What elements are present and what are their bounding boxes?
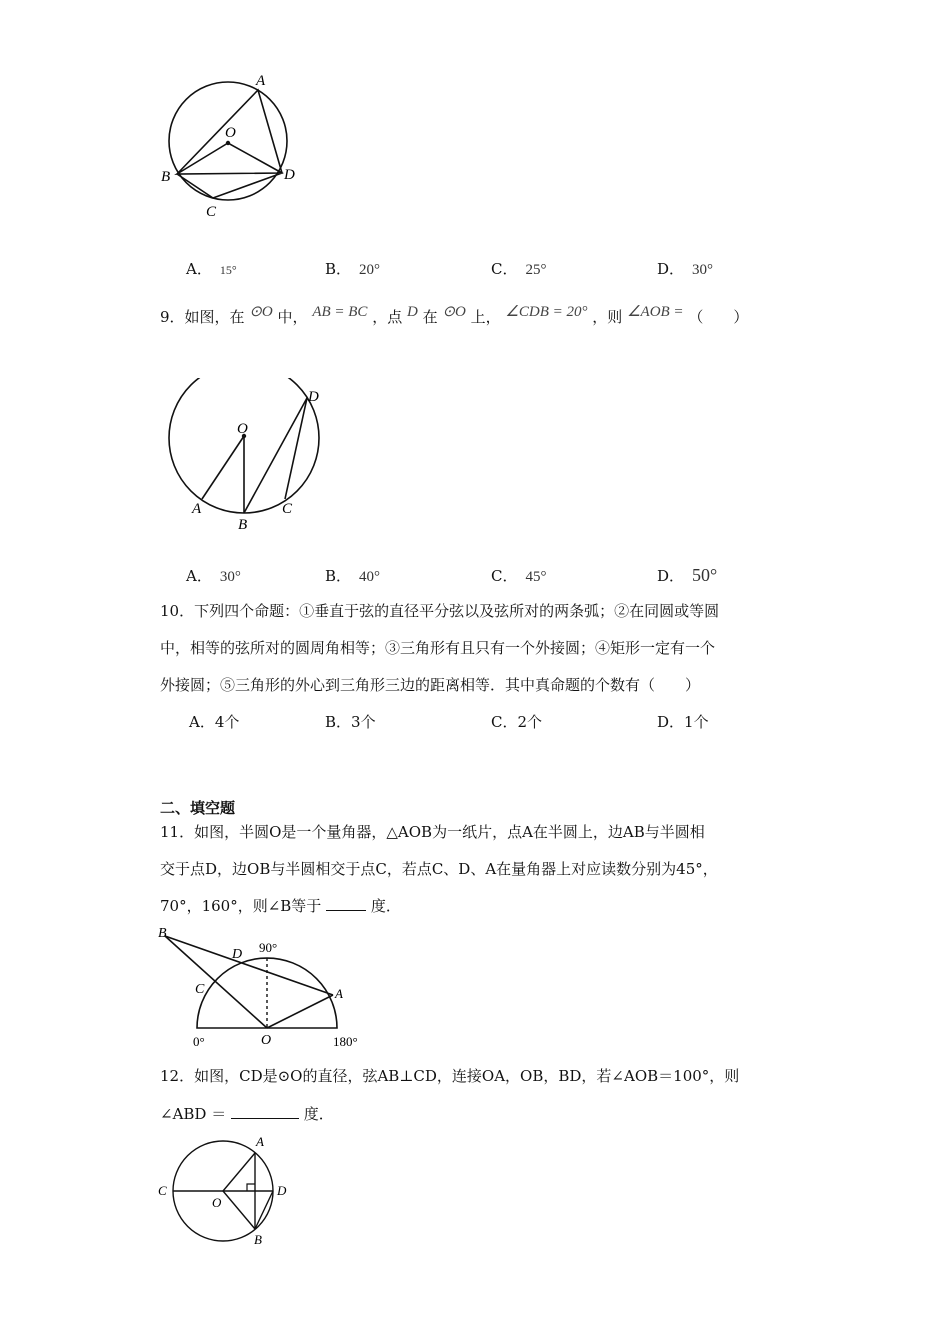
q10-option-b-letter: B． [325,713,352,731]
q12-line-oa [223,1153,255,1191]
q10-option-a-letter: A． [189,713,215,731]
q10-line-2: 中，相等的弦所对的圆周角相等；③三角形有且只有一个外接圆；④矩形一定有一个 [160,639,716,657]
figure-q8 [155,65,315,225]
q8-option-a-letter: A． [186,260,212,278]
q8-option-b-value: 20° [359,262,381,278]
q8-option-c-letter: C． [491,260,518,278]
q10-option-b [325,711,376,732]
q12-label-C: C [158,1183,167,1198]
q8-option-c-value: 25° [525,262,547,278]
q8-label-C: C [206,204,217,220]
q8-option-b-letter: B． [325,260,352,278]
q9-text-4: 在 [422,308,438,326]
q9-text-6: ，则 [592,308,623,326]
q9-text-5: 上， [470,308,501,326]
q11-line-3 [160,896,401,916]
q9-option-c-letter: C． [491,567,518,585]
figure-q12 [155,1132,300,1252]
q9-option-a [186,565,241,586]
q9-line-oa [202,436,244,499]
q10-option-a [189,711,239,732]
q8-option-a-value: 15° [219,263,237,277]
q9-text-7: （ ） [688,308,749,326]
q10-option-d-letter: D． [657,713,685,731]
q11-line-2: 交于点D，边OB与半圆相交于点C，若点C、D、A在量角器上对应读数分别为45°， [160,860,718,878]
q9-option-b [325,565,380,586]
q9-option-b-value: 40° [359,569,381,585]
q9-label-C: C [282,501,293,517]
q11-line-3-text: 70°，160°，则∠B等于 [160,897,322,915]
q12-line-bd [255,1191,273,1229]
figure-q9 [160,378,335,538]
q11-line-1: 11．如图，半圆O是一个量角器，△AOB为一纸片，点A在半圆上，边AB与半圆相 [160,823,705,841]
q9-math-circle-o-2: ⊙O [442,304,466,320]
q12-label-A: A [256,1134,264,1149]
q9-option-b-letter: B． [325,567,352,585]
q9-label-B: B [238,517,248,533]
q10-option-c [491,711,542,732]
q10-line-1: 10．下列四个命题：①垂直于弦的直径平分弦以及弦所对的两条弧；②在同圆或等圆 [160,602,720,620]
q12-label-D: D [277,1183,287,1198]
figure-q11 [155,922,375,1050]
q9-text-3: ，点 [372,308,403,326]
q11-label-B: B [158,926,167,941]
q9-math-circle-o: ⊙O [249,304,273,320]
q10-option-b-value: 3个 [351,713,376,731]
q8-label-D: D [284,167,295,183]
q9-option-d [657,565,717,586]
q12-line-2-suffix: 度． [303,1105,334,1123]
q9-label-A: A [192,501,202,517]
q9-label-O: O [237,421,248,437]
q9-line-bd [244,398,307,513]
q10-option-d-value: 1个 [684,713,709,731]
q8-option-b [325,258,380,279]
q9-label-D: D [308,389,319,405]
q9-math-angle-cdb: ∠CDB = 20° [505,304,588,320]
q8-option-a [186,258,237,279]
q12-line-1: 12．如图，CD是⊙O的直径，弦AB⊥CD，连接OA，OB，BD，若∠AOB＝100°，则 [160,1067,740,1085]
q8-option-d [657,258,713,279]
q11-label-180: 180° [333,1034,358,1049]
q8-label-B: B [161,169,171,185]
q12-line-2-text: ∠ABD ＝ [160,1105,227,1123]
q8-label-A: A [256,73,266,89]
q10-option-c-value: 2个 [517,713,543,731]
q8-option-d-letter: D． [657,260,685,278]
q10-option-c-letter: C． [491,713,518,731]
q12-line-2 [160,1104,334,1124]
q12-line-ob [223,1191,255,1229]
q9-text-2: 中， [277,308,308,326]
q9-stem [160,304,749,328]
q10-option-a-value: 4个 [214,713,240,731]
q11-line-3-suffix: 度． [370,897,401,915]
q11-label-A: A [335,986,343,1001]
q12-answer-blank[interactable] [231,1104,299,1119]
q8-center-dot [226,141,230,145]
q11-label-0: 0° [193,1034,205,1049]
q12-label-B: B [254,1232,262,1247]
section-heading-fill-in: 二、填空题 [160,799,236,817]
q11-answer-blank[interactable] [326,896,366,911]
q11-label-O: O [261,1033,272,1048]
q10-option-d [657,711,709,732]
q8-label-O: O [225,125,236,141]
q9-option-a-value: 30° [219,569,241,585]
q9-option-c [491,565,546,586]
q9-option-a-letter: A． [186,567,212,585]
q12-label-O: O [212,1195,222,1210]
q9-text-1: 9．如图，在 [160,308,245,326]
q12-right-angle-mark [247,1184,255,1191]
q9-option-d-value: 50° [692,565,718,585]
q9-option-c-value: 45° [525,569,547,585]
q11-label-C: C [195,982,205,997]
q9-math-angle-aob: ∠AOB = [627,304,684,320]
q11-label-D: D [232,947,243,962]
q8-option-d-value: 30° [692,262,714,278]
q9-math-d: D [407,304,418,320]
q11-label-90: 90° [259,940,278,955]
q10-line-3: 外接圆；⑤三角形的外心到三角形三边的距离相等．其中真命题的个数有（ ） [160,676,701,694]
q9-option-d-letter: D． [657,567,685,585]
q8-option-c [491,258,546,279]
q9-math-arcs: AB = BC [312,304,368,320]
